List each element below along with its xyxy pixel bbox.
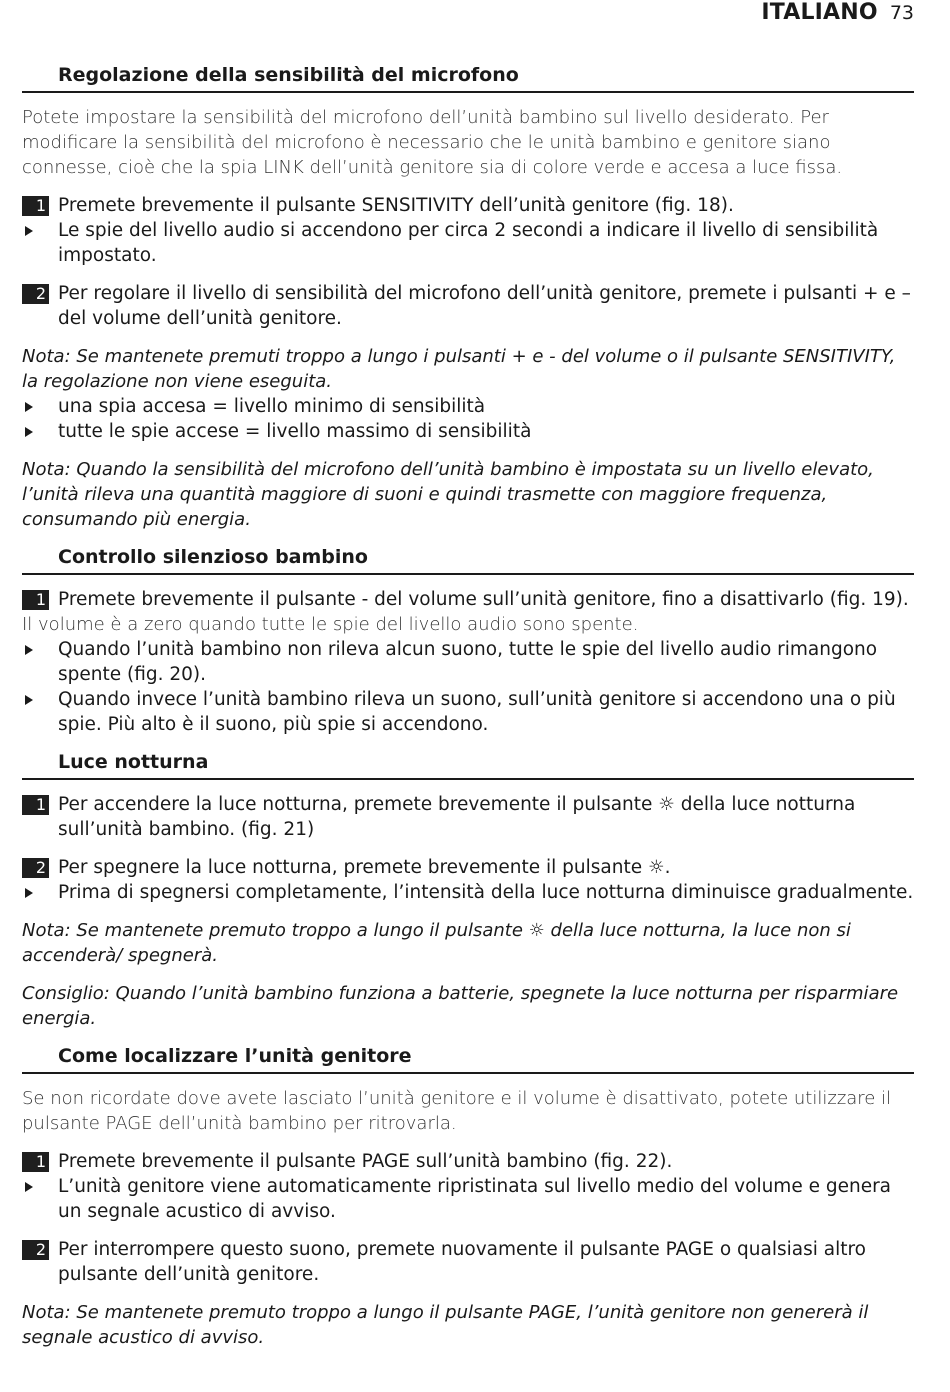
bullet-icon [25,888,33,898]
page-header [761,0,914,30]
bullet-text: una spia accesa = livello minimo di sensibilità [58,396,486,417]
bullet-item [22,1174,914,1224]
step-text: Per spegnere la luce notturna, premete brevemente il pulsante ☼. [58,857,671,878]
step-item [22,1237,914,1287]
step-number: 2 [22,284,49,304]
note-text: Nota: Quando la sensibilità del microfono dell’unità bambino è impostata su un livello elevato, l’unità rileva una quantità maggiore di suoni e quindi trasmette con maggiore frequenza, consumando più energia. [22,459,874,530]
section-heading-night-light: Luce notturna [22,750,914,780]
language-label: ITALIANO [761,0,878,25]
step-item [22,855,914,880]
note-text: Nota: Se mantenete premuto troppo a lungo il pulsante PAGE, l’unità genitore non genererà il segnale acustico di avviso. [22,1302,869,1348]
section-heading-silent-control: Controllo silenzioso bambino [22,545,914,575]
step-item [22,587,914,612]
step-item [22,792,914,842]
tip-text: Consiglio: Quando l’unità bambino funziona a batterie, spegnete la luce notturna per risparmiare energia. [22,983,899,1029]
section-intro: Se non ricordate dove avete lasciato l’unità genitore e il volume è disattivato, potete utilizzare il pulsante PAGE dell’unità bambino per ritrovarla. [22,1088,892,1134]
bullet-text: Quando l’unità bambino non rileva alcun suono, tutte le spie del livello audio rimangono spente (fig. 20). [58,639,878,685]
bullet-item [22,880,914,905]
bullet-icon [25,427,33,437]
bullet-item [22,218,914,268]
page-content [22,63,914,1350]
note-text: Nota: Se mantenete premuto troppo a lungo il pulsante ☼ della luce notturna, la luce non si accenderà/ spegnerà. [22,920,851,966]
step-number: 1 [22,590,49,610]
bullet-icon [25,695,33,705]
bullet-item [22,419,914,444]
step-number: 1 [22,1152,49,1172]
bullet-text: Le spie del livello audio si accendono per circa 2 secondi a indicare il livello di sensibilità impostato. [58,220,879,266]
note-text: Nota: Se mantenete premuti troppo a lungo i pulsanti + e - del volume o il pulsante SENSITIVITY, la regolazione non viene eseguita. [22,346,896,392]
bullet-text: Quando invece l’unità bambino rileva un suono, sull’unità genitore si accendono una o più spie. Più alto è il suono, più spie si accendono. [58,689,896,735]
step-text: Premete brevemente il pulsante - del volume sull’unità genitore, fino a disattivarlo (fig. 19). [58,589,909,610]
bullet-text: Prima di spegnersi completamente, l’intensità della luce notturna diminuisce gradualmente. [58,882,914,903]
bullet-icon [25,1182,33,1192]
section-heading-microphone-sensitivity: Regolazione della sensibilità del microfono [22,63,914,93]
bullet-text: tutte le spie accese = livello massimo di sensibilità [58,421,532,442]
page-number: 73 [889,2,914,24]
step-number: 2 [22,1240,49,1260]
bullet-icon [25,645,33,655]
section-intro: Potete impostare la sensibilità del microfono dell’unità bambino sul livello desiderato. Per modificare la sensibilità del microfono è necessario che le unità bambino e genitore siano connesse, cioè che la spia LINK dell’unità genitore sia di colore verde e accesa a luce fissa. [22,107,843,178]
step-text: Per interrompere questo suono, premete nuovamente il pulsante PAGE o qualsiasi altro pulsante dell’unità genitore. [58,1239,867,1285]
bullet-item [22,394,914,419]
bullet-icon [25,226,33,236]
step-text: Premete brevemente il pulsante SENSITIVITY dell’unità genitore (fig. 18). [58,195,734,216]
step-item [22,281,914,331]
step-item [22,1149,914,1174]
step-number: 2 [22,858,49,878]
step-item [22,193,914,218]
bullet-text: L’unità genitore viene automaticamente ripristinata sul livello medio del volume e genera un segnale acustico di avviso. [58,1176,892,1222]
bullet-item [22,637,914,687]
step-text: Per regolare il livello di sensibilità del microfono dell’unità genitore, premete i pulsanti + e – del volume dell’unità genitore. [58,283,911,329]
bullet-icon [25,402,33,412]
step-text: Per accendere la luce notturna, premete brevemente il pulsante ☼ della luce notturna sull’unità bambino. (fig. 21) [58,794,856,840]
step-number: 1 [22,196,49,216]
body-text: Il volume è a zero quando tutte le spie del livello audio sono spente. [22,614,639,635]
step-number: 1 [22,795,49,815]
bullet-item [22,687,914,737]
section-heading-locate-parent-unit: Come localizzare l’unità genitore [22,1044,914,1074]
step-text: Premete brevemente il pulsante PAGE sull’unità bambino (fig. 22). [58,1151,673,1172]
